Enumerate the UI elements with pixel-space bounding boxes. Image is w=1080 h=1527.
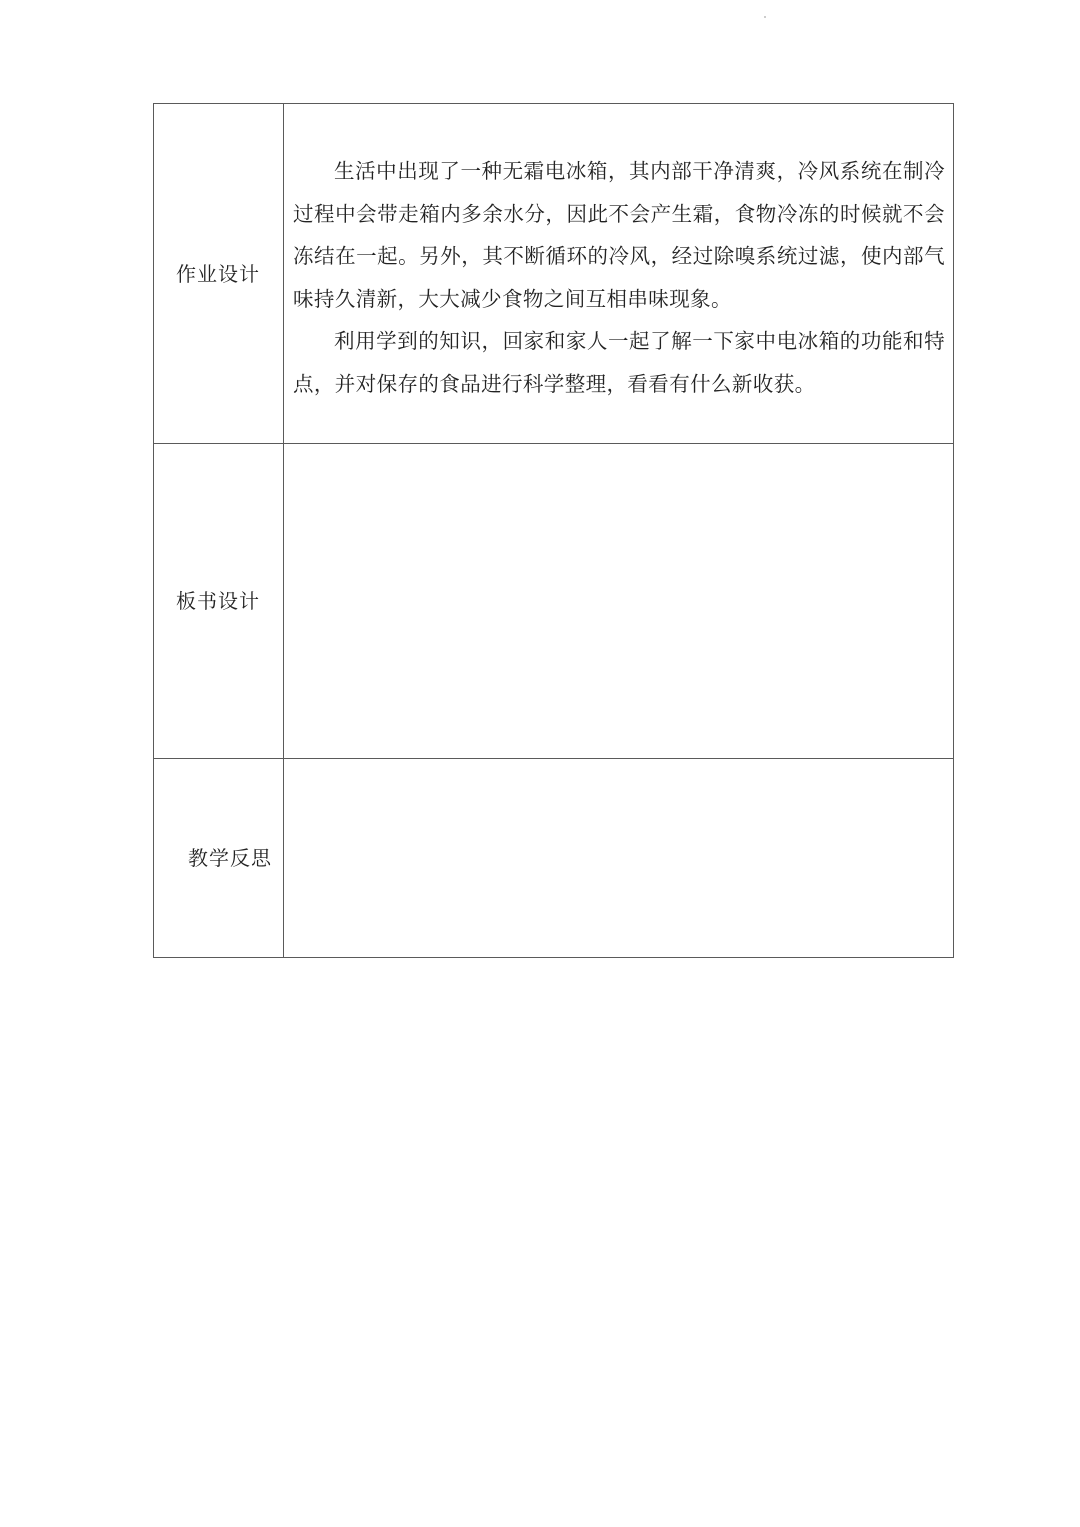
table-row-homework-design [154,104,954,444]
scan-speck [764,16,766,18]
table-row-teaching-reflection [154,759,954,958]
teaching-reflection-content [284,759,954,958]
table-row-board-design [154,444,954,759]
homework-design-content [284,104,954,444]
homework-paragraph-1: 生活中出现了一种无霜电冰箱，其内部干净清爽，冷风系统在制冷过程中会带走箱内多余水分，因此不会产生霜，食物冷冻的时候就不会冻结在一起。另外，其不断循环的冷风，经过除嗅系统过滤，使内部气味持久清新，大大减少食物之间互相串味现象。 [293,159,945,311]
lesson-plan-table [153,103,954,958]
homework-text-block [284,104,953,405]
homework-design-label: 作业设计 [154,104,284,444]
teaching-reflection-label: 教学反思 [154,759,284,958]
homework-paragraph-2: 利用学到的知识，回家和家人一起了解一下家中电冰箱的功能和特点，并对保存的食品进行科学整理，看看有什么新收获。 [293,329,945,396]
board-design-content [284,444,954,759]
board-design-label: 板书设计 [154,444,284,759]
